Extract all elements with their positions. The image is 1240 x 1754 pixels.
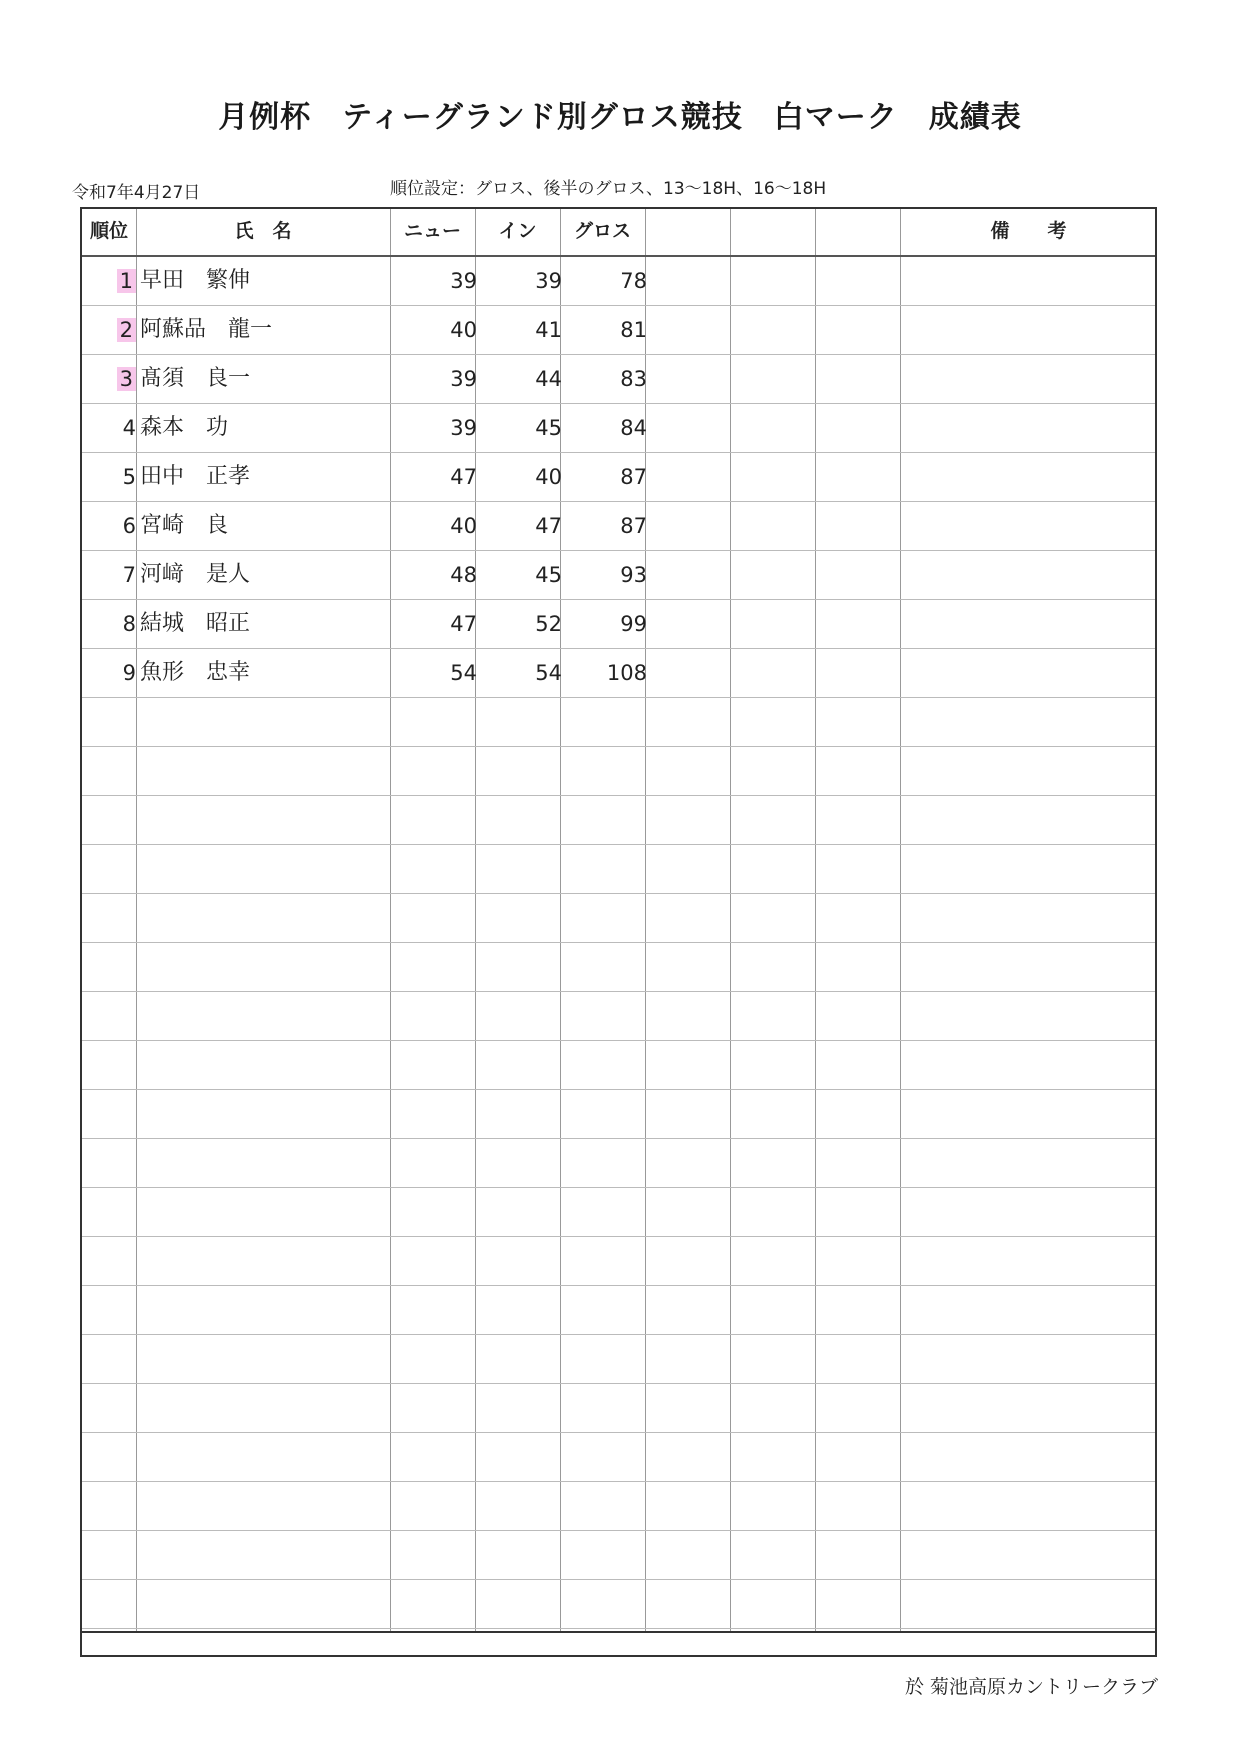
empty-table-row [82, 992, 1155, 1041]
in-score-cell: 39 [535, 269, 562, 293]
in-score-cell: 40 [535, 465, 562, 489]
table-row [82, 453, 1155, 502]
empty-table-row [82, 1433, 1155, 1482]
empty-table-row [82, 747, 1155, 796]
empty-table-row [82, 1384, 1155, 1433]
empty-table-row [82, 1237, 1155, 1286]
name-cell: 田中 正孝 [140, 464, 251, 489]
rank-value: 1 [117, 269, 136, 293]
empty-table-row [82, 1335, 1155, 1384]
out-score-cell: 48 [450, 563, 477, 587]
header-remarks: 備 考 [990, 220, 1067, 242]
empty-table-row [82, 1531, 1155, 1580]
gross-score-cell: 93 [620, 563, 647, 587]
rank-cell [82, 257, 136, 305]
gross-score-cell: 78 [620, 269, 647, 293]
name-cell: 魚形 忠幸 [140, 660, 251, 685]
empty-table-row [82, 796, 1155, 845]
rank-value: 9 [122, 661, 136, 685]
out-score-cell: 40 [450, 318, 477, 342]
out-score-cell: 54 [450, 661, 477, 685]
out-score-cell: 47 [450, 465, 477, 489]
gross-score-cell: 108 [606, 661, 647, 685]
rank-cell [82, 453, 136, 501]
rank-value: 3 [117, 367, 136, 391]
rank-cell [82, 355, 136, 403]
empty-table-row [82, 1188, 1155, 1237]
in-score-cell: 45 [535, 563, 562, 587]
table-footer-band [82, 1631, 1155, 1655]
table-row [82, 404, 1155, 453]
date-label: 令和7年4月27日 [72, 183, 201, 203]
empty-table-row [82, 1482, 1155, 1531]
rank-cell [82, 600, 136, 648]
header-in: イン [498, 220, 537, 242]
out-score-cell: 47 [450, 612, 477, 636]
name-cell: 宮崎 良 [140, 513, 229, 538]
rank-value: 4 [122, 416, 136, 440]
empty-table-row [82, 1139, 1155, 1188]
rank-value: 5 [122, 465, 136, 489]
in-score-cell: 41 [535, 318, 562, 342]
in-score-cell: 47 [535, 514, 562, 538]
gross-score-cell: 81 [620, 318, 647, 342]
rank-value: 2 [117, 318, 136, 342]
table-row [82, 355, 1155, 404]
rank-cell [82, 404, 136, 452]
name-cell: 森本 功 [140, 415, 229, 440]
name-cell: 阿蘇品 龍一 [140, 317, 273, 342]
gross-score-cell: 84 [620, 416, 647, 440]
rank-value: 7 [122, 563, 136, 587]
header-out: ニュー [403, 220, 461, 242]
header-rank: 順位 [89, 220, 128, 242]
header-name: 氏 名 [234, 220, 292, 242]
gross-score-cell: 87 [620, 514, 647, 538]
results-table [80, 207, 1157, 1657]
in-score-cell: 52 [535, 612, 562, 636]
table-header-row [82, 209, 1155, 257]
empty-table-row [82, 1041, 1155, 1090]
gross-score-cell: 83 [620, 367, 647, 391]
ranking-setting-label: 順位設定：グロス、後半のグロス、13～18H、16～18H [390, 179, 827, 199]
rank-cell [82, 306, 136, 354]
page-title: 月例杯 ティーグランド別グロス競技 白マーク 成績表 [218, 100, 1022, 135]
in-score-cell: 45 [535, 416, 562, 440]
empty-table-row [82, 845, 1155, 894]
table-row [82, 502, 1155, 551]
empty-table-row [82, 698, 1155, 747]
rank-cell [82, 502, 136, 550]
rank-value: 8 [122, 612, 136, 636]
rank-cell [82, 649, 136, 697]
gross-score-cell: 87 [620, 465, 647, 489]
table-row [82, 257, 1155, 306]
rank-value: 6 [122, 514, 136, 538]
name-cell: 結城 昭正 [140, 611, 251, 636]
in-score-cell: 54 [535, 661, 562, 685]
name-cell: 髙須 良一 [140, 366, 251, 391]
empty-table-row [82, 1090, 1155, 1139]
table-row [82, 306, 1155, 355]
out-score-cell: 40 [450, 514, 477, 538]
name-cell: 河﨑 是人 [140, 562, 251, 587]
in-score-cell: 44 [535, 367, 562, 391]
name-cell: 早田 繁伸 [140, 268, 251, 293]
empty-table-row [82, 943, 1155, 992]
empty-table-row [82, 1580, 1155, 1629]
header-gross: グロス [573, 220, 631, 242]
table-row [82, 600, 1155, 649]
empty-table-row [82, 1286, 1155, 1335]
venue-label: 於 菊池高原カントリークラブ [904, 1676, 1158, 1698]
out-score-cell: 39 [450, 416, 477, 440]
table-row [82, 551, 1155, 600]
rank-cell [82, 551, 136, 599]
table-row [82, 649, 1155, 698]
out-score-cell: 39 [450, 269, 477, 293]
empty-table-row [82, 894, 1155, 943]
gross-score-cell: 99 [620, 612, 647, 636]
out-score-cell: 39 [450, 367, 477, 391]
